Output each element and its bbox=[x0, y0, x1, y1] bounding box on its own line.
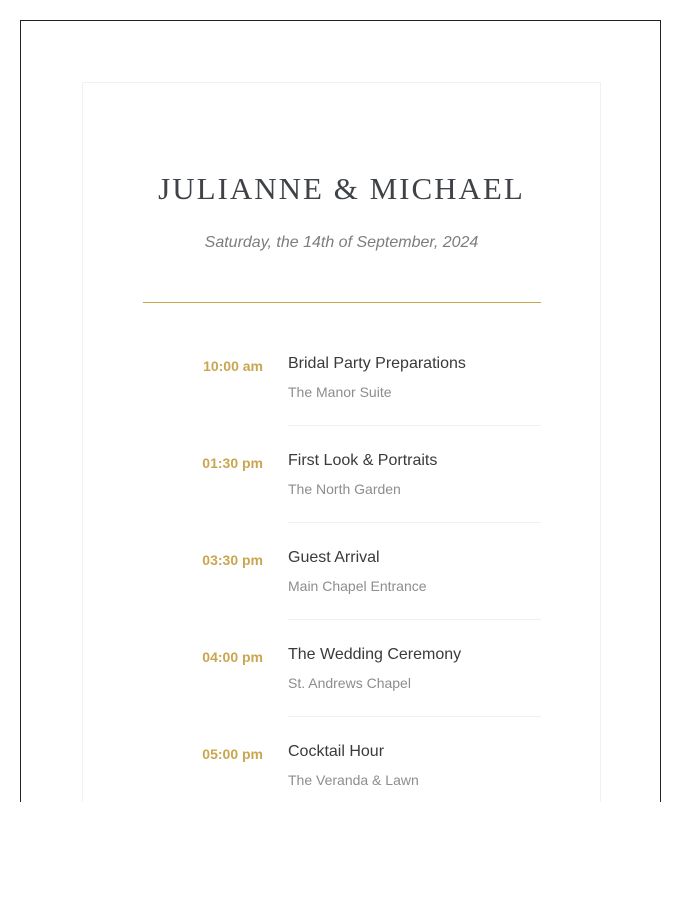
event-separator bbox=[288, 425, 541, 426]
event-item bbox=[143, 357, 541, 454]
event-title: Guest Arrival bbox=[288, 549, 380, 566]
event-item bbox=[143, 648, 541, 745]
page-frame bbox=[20, 20, 661, 802]
event-item bbox=[143, 551, 541, 648]
event-location: The North Garden bbox=[288, 481, 401, 497]
couple-title: JULIANNE & MICHAEL bbox=[158, 171, 525, 206]
event-time: 05:00 pm bbox=[202, 746, 263, 762]
event-title: Bridal Party Preparations bbox=[288, 355, 466, 372]
event-title: The Wedding Ceremony bbox=[288, 646, 462, 663]
event-separator bbox=[288, 716, 541, 717]
event-time: 01:30 pm bbox=[202, 455, 263, 471]
event-title: Cocktail Hour bbox=[288, 743, 385, 760]
event-schedule bbox=[143, 357, 541, 802]
event-time: 04:00 pm bbox=[202, 649, 263, 665]
event-location: The Veranda & Lawn bbox=[288, 772, 419, 788]
event-time: 03:30 pm bbox=[202, 552, 263, 568]
event-item bbox=[143, 454, 541, 551]
event-separator bbox=[288, 619, 541, 620]
gold-divider bbox=[143, 302, 541, 303]
wedding-date: Saturday, the 14th of September, 2024 bbox=[204, 234, 479, 251]
event-time: 10:00 am bbox=[203, 358, 263, 374]
event-location: The Manor Suite bbox=[288, 384, 392, 400]
event-item bbox=[143, 745, 541, 802]
event-location: St. Andrews Chapel bbox=[288, 675, 411, 691]
event-location: Main Chapel Entrance bbox=[288, 578, 427, 594]
itinerary-card bbox=[82, 82, 601, 802]
event-separator bbox=[288, 522, 541, 523]
event-title: First Look & Portraits bbox=[288, 452, 438, 469]
